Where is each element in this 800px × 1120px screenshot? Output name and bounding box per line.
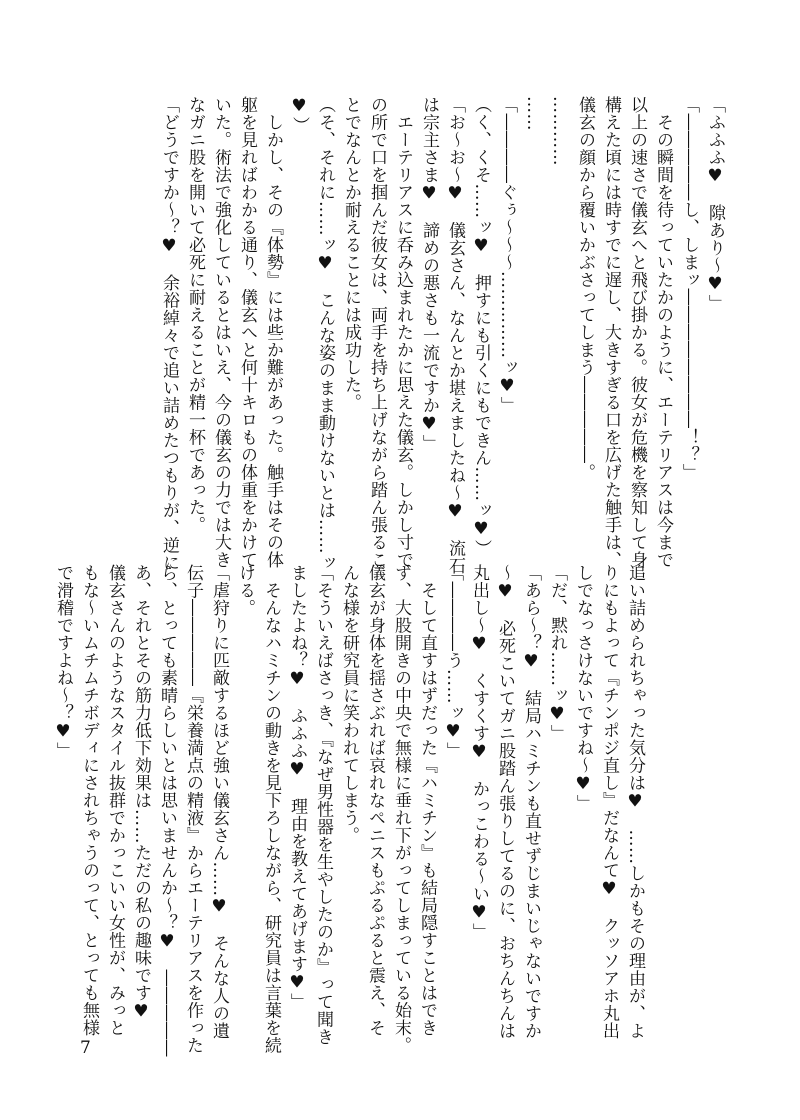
text-line: …… (523, 96, 543, 131)
text-line: ましたよね？♥ ふふふ♥ 理由を教えてあげます♥」 (287, 564, 307, 1011)
text-line: ♥） (289, 96, 309, 134)
text-line: （そ、それに……ッ♥ こんな姿のまま動けないとは……ッ (315, 96, 335, 572)
text-line: 伝子―――――『栄養満点の精液』からエーテリアスを作った (183, 564, 203, 1054)
text-line: 儀玄の顔から覆いかぶさってしまう―――――。 (575, 96, 595, 481)
text-line: りにもよって『チンポジ直し』だなんて♥ クッソアホ丸出 (599, 564, 619, 1040)
text-line: 「あら～？♥ 結局ハミチンも直せずじまいじゃないですか (521, 564, 541, 1040)
text-line: エーテリアスに呑み込まれたかに思えた儀玄。しかし寸で (393, 96, 413, 569)
text-line: 以上の速さで儀玄へと飛び掛かる。彼女が危機を察知して身 (627, 96, 647, 569)
text-line: とでなんとか耐えることには成功した。 (341, 96, 361, 411)
text-line: もな～いムチムチボディにされちゃうのって、とっても無様 (79, 564, 99, 1037)
text-line: 「虐狩りに匹敵するほど強い儀玄さん……♥ そんな人の遺 (209, 564, 229, 1040)
text-line: あ、それとその筋力低下効果は……ただの私の趣味です♥ (131, 564, 151, 1022)
text-line: 躯を見ればわかる通り、儀玄へと何十キロもの体重をかけて (237, 96, 257, 569)
text-line: 丸出し～♥ くすくす♥ かっこわる～い♥」 (469, 564, 489, 941)
text-line: 追い詰められちゃった気分は♥ ……しかもその理由が、よ (625, 564, 645, 1040)
text-line: 「お～お～♥ 儀玄さん、なんとか堪えましたね～♥ 流石 (445, 96, 465, 575)
text-line: ら、とっても素晴らしいとは思いませんか～？♥ ――――― (157, 564, 177, 1057)
text-line: （く、くそ……ッ♥ 押すにも引くにもできん……ッ♥） (471, 96, 491, 557)
text-line: 儀玄が身体を揺さぶれば哀れなペニスもぷるぷると震え、そ (365, 564, 385, 1037)
text-line: しかし、その『体勢』には些か難があった。触手はその体 (263, 96, 283, 569)
text-line: なガニ股を開いて必死に耐えることが精一杯であった。 (185, 96, 205, 534)
text-line: 「だ、黙れ……ッ♥」 (547, 564, 567, 742)
text-line: の所で口を掴んだ彼女は、両手を持ち上げながら踏ん張るこ (367, 96, 387, 569)
text-line: 「――――う……ッ♥」 (443, 564, 463, 760)
text-line: で滑稽ですよね～？♥」 (53, 564, 73, 760)
text-line: 儀玄さんのようなスタイル抜群でかっこいい女性が、みっと (105, 564, 125, 1037)
text-line: ………… (549, 96, 569, 166)
bottom-text-block (53, 564, 648, 1057)
text-line: は宗主さま♥ 諦めの悪さも一流ですか♥」 (419, 96, 439, 452)
page-number: 7 (80, 1038, 91, 1058)
text-line: 構えた頃には時すでに遅し、大きすぎる口を広げた触手は、 (601, 96, 621, 569)
text-line: しでなっさけないですね～♥」 (573, 564, 593, 812)
text-line: その瞬間を待っていたかのように、エーテリアスは今まで (653, 96, 673, 569)
text-line: そんなハミチンの動きを見下ろしながら、研究員は言葉を続 (261, 564, 281, 1054)
text-line: ず、大股開きの中央で無様に垂れ下がってしまっている始末。 (391, 564, 411, 1054)
text-line: 「――――ぐぅ～～～……………ッ♥」 (497, 96, 517, 414)
text-line: んな様を研究員に笑われてしまう。 (339, 564, 359, 844)
text-line: ける。 (235, 564, 255, 617)
text-line: ～♥ 必死こいてガニ股踏ん張りしてるのに、おちんちんは (495, 564, 515, 1040)
text-line: 「―――――し、しまッ――――――――！？」 (679, 96, 699, 481)
text-line: 「そういえばさっき、『なぜ男性器を生やしたのか』って聞き (313, 564, 333, 1046)
text-line: 「ふふふ♥ 隙あり～♥」 (705, 96, 725, 312)
top-text-block (159, 96, 728, 575)
text-line: そして直すはずだった『ハミチン』も結局隠すことはでき (417, 564, 437, 1037)
text-line: いた。術法で強化しているとはいえ、今の儀玄の力では大き (211, 96, 231, 569)
text-line: 「どうですか～？♥ 余裕綽々で追い詰めたつもりが、逆に (159, 96, 179, 572)
